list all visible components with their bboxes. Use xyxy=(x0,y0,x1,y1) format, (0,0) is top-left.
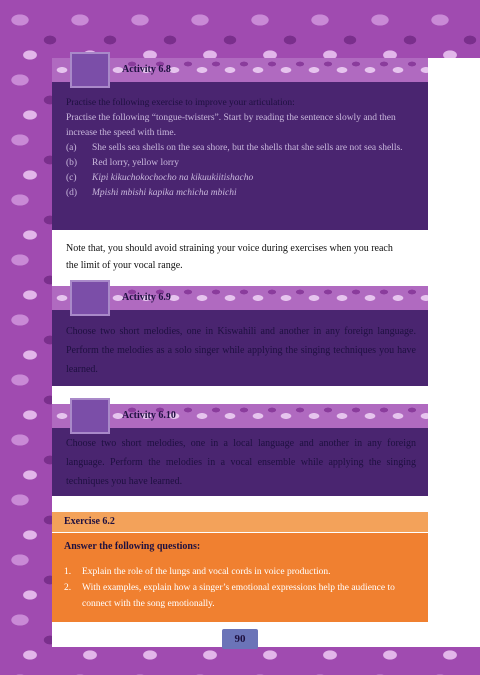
activity-body: Choose two short melodies, one in Kiswahili and another in any foreign language. Perform the melodies as a solo singer while applying the singing techniques you have learned. xyxy=(66,326,416,375)
activity-body: Choose two short melodies, one in a local language and another in any foreign language. Perform the melodies in a vocal ensemble while applying the singing techniques you have learned. xyxy=(66,438,416,487)
activity-title: Activity 6.8 xyxy=(122,64,171,75)
exercise-subtitle: Answer the following questions: xyxy=(64,541,201,552)
activity-6-10-box xyxy=(52,404,428,496)
list-item: (b) Red lorry, yellow lorry xyxy=(66,158,179,168)
exercise-box xyxy=(52,512,428,622)
activity-6-8-box xyxy=(52,58,428,230)
activity-title: Activity 6.10 xyxy=(122,410,176,421)
page-number: 90 xyxy=(222,629,258,649)
activity-intro: Practise the following exercise to improve your articulation: xyxy=(66,98,295,108)
activity-tab-icon xyxy=(70,52,110,88)
list-item: (a) She sells sea shells on the sea shore, but the shells that she sells are not sea shells. xyxy=(66,143,403,153)
activity-6-9-box xyxy=(52,286,428,386)
activity-title: Activity 6.9 xyxy=(122,292,171,303)
note-text: Note that, you should avoid straining your voice during exercises when you reach the limit of your vocal range. xyxy=(66,243,393,271)
list-item: (d) Mpishi mbishi kapika mchicha mbichi xyxy=(66,188,237,198)
question-item: 1. Explain the role of the lungs and vocal cords in voice production. xyxy=(64,567,331,577)
question-item: 2. With examples, explain how a singer’s emotional expressions help the audience to connect with the song emotionally. xyxy=(64,583,395,609)
activity-body xyxy=(66,96,416,201)
activity-instruction: Practise the following “tongue-twisters”. Start by reading the sentence slowly and then increase the speed with time. xyxy=(66,113,396,138)
list-item: (c) Kipi kikuchokochocho na kikuukiitishacho xyxy=(66,173,254,183)
activity-tab-icon xyxy=(70,280,110,316)
exercise-questions xyxy=(64,564,414,612)
activity-tab-icon xyxy=(70,398,110,434)
tongue-twister-list xyxy=(66,141,416,201)
page-margin xyxy=(428,58,480,647)
exercise-title: Exercise 6.2 xyxy=(64,516,115,527)
